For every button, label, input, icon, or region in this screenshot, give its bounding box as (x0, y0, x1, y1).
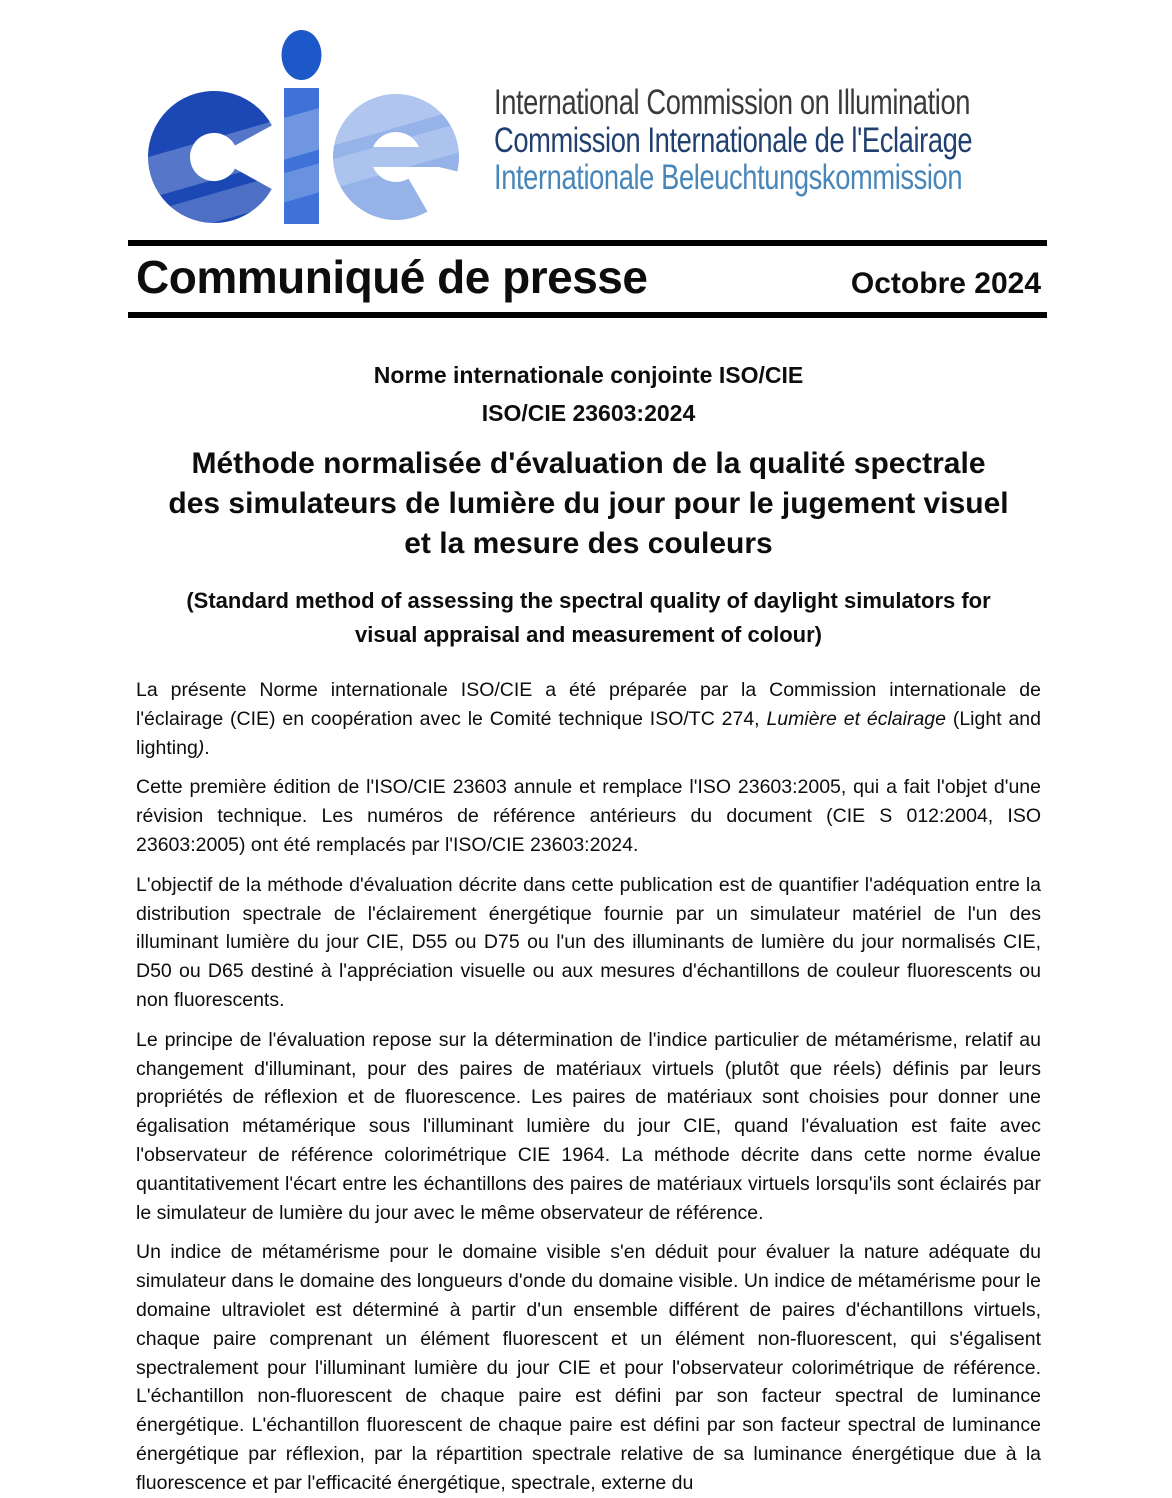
masthead (128, 240, 1047, 318)
masthead-row (128, 246, 1047, 312)
document-body (136, 356, 1041, 1498)
logo-letter-i-dot (282, 30, 322, 80)
standard-reference-line: Norme internationale conjointe ISO/CIE (373, 362, 804, 388)
title-french-line: et la mesure des couleurs (404, 527, 773, 560)
title-french-line: des simulateurs de lumière du jour pour le jugement visuel (168, 487, 1009, 520)
org-name-english: International Commission on Illumination (494, 83, 971, 122)
title-english-line: visual appraisal and measurement of colour) (354, 622, 823, 647)
standard-reference-heading (136, 356, 1041, 432)
paragraph-segment: Le principe de l'évaluation repose sur la détermination de l'indice particulier de métamérisme, relatif au changement d'illuminant, pour des paires de matériaux virtuels (plutôt que réels) définis par leurs propriétés de réflexion et de fluorescence. Les paires de matériaux sont choisies pour donner une égalisation métamérique sous l'illuminant lumière du jour CIE, quand l'évaluation est faite avec l'observateur de référence colorimétrique CIE 1964. La méthode décrite dans cette norme évalue quantitativement l'écart entre les échantillons des paires de matériaux virtuels lorsqu'ils sont éclairés par le simulateur de lumière du jour avec le même observateur de référence. (136, 1028, 1041, 1224)
masthead-rule-bottom (128, 312, 1047, 318)
org-name-german: Internationale Beleuchtungskommission (494, 158, 963, 197)
paragraph (136, 1026, 1041, 1228)
paragraph-italic-segment: ) (197, 736, 205, 759)
paragraph-segment: (Light and lighting (136, 707, 1041, 759)
paragraph (136, 676, 1041, 762)
cie-logo (148, 28, 464, 226)
title-english (136, 584, 1041, 652)
paragraph-segment: La présente Norme internationale ISO/CIE a été préparée par la Commission internationale de l'éclairage (CIE) en coopération avec le Comité technique ISO/TC 274, (136, 679, 1041, 730)
paragraph (136, 1238, 1041, 1497)
standard-number-line: ISO/CIE 23603:2024 (481, 400, 696, 426)
masthead-title: Communiqué de presse (136, 251, 648, 303)
paragraph (136, 871, 1041, 1015)
paragraph (136, 773, 1041, 859)
body-paragraphs (136, 676, 1041, 1498)
paragraph-segment: L'objectif de la méthode d'évaluation décrite dans cette publication est de quantifier l'adéquation entre la distribution spectrale de l'éclairement énergétique fournie par un simulateur matériel de l'un des illuminant lumière du jour CIE, D55 ou D75 ou l'un des illuminants de lumière du jour normalisés CIE, D50 ou D65 destiné à l'appréciation visuelle ou aux mesures d'échantillons de couleur fluorescents ou non fluorescents. (136, 873, 1041, 1011)
title-french-line: Méthode normalisée d'évaluation de la qualité spectrale (191, 447, 986, 480)
masthead-date: Octobre 2024 (850, 267, 1041, 300)
paragraph-segment: Cette première édition de l'ISO/CIE 23603 annule et remplace l'ISO 23603:2005, qui a fait l'objet d'une révision technique. Les numéros de référence antérieurs du document (CIE S 012:2004, ISO 23603:2005) ont été remplacés par l'ISO/CIE 23603:2024. (136, 776, 1041, 856)
paragraph-segment: . (204, 736, 210, 759)
paragraph-italic-segment: Lumière et éclairage (766, 707, 946, 730)
organization-names (494, 84, 972, 226)
title-french (136, 444, 1041, 564)
title-english-line: (Standard method of assessing the spectral quality of daylight simulators for (186, 588, 991, 613)
paragraph-segment: Un indice de métamérisme pour le domaine visible s'en déduit pour évaluer la nature adéquate du simulateur dans le domaine des longueurs d'onde du domaine visible. Un indice de métamérisme pour le domaine ultraviolet est déterminé à partir d'un ensemble différent de paires d'échantillons virtuels, chaque paire comprenant un élément fluorescent et un élément non-fluorescent, qui s'égalisent spectralement pour l'illuminant lumière du jour CIE et pour l'observateur colorimétrique de référence. L'échantillon non-fluorescent de chaque paire est défini par son facteur spectral de luminance énergétique. L'échantillon fluorescent de chaque paire est défini par son facteur spectral de luminance énergétique par réflexion, par la répartition spectrale relative de sa luminance énergétique due à la fluorescence et par l'efficacité énergétique, spectrale, externe du (136, 1241, 1041, 1494)
brand-header (148, 0, 1041, 226)
org-name-french: Commission Internationale de l'Eclairage (494, 120, 973, 160)
